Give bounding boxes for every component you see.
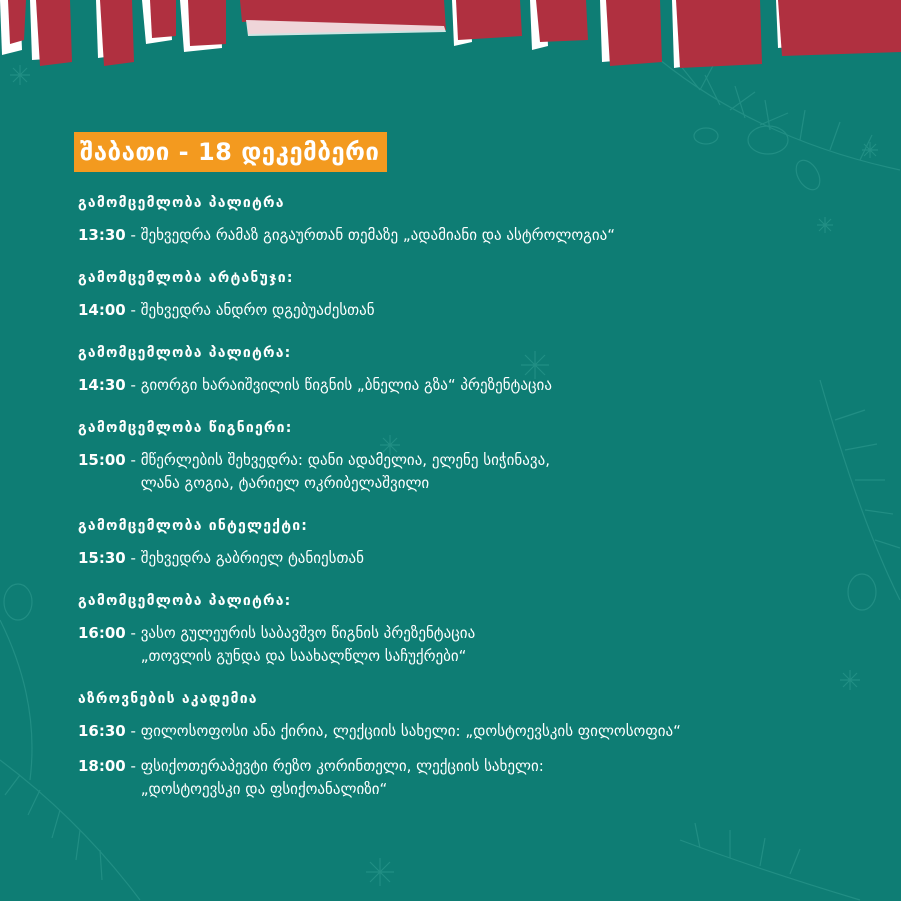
event-description: მწერლების შეხვედრა: დანი ადამელია, ელენე სიჭინავა, <box>140 451 550 469</box>
section <box>78 517 878 570</box>
section <box>78 419 878 495</box>
event-dash: - <box>125 549 141 567</box>
publisher-name: გამომცემლობა პალიტრა <box>78 195 285 211</box>
event <box>78 374 878 397</box>
event-dash: - <box>125 757 141 775</box>
event <box>78 299 878 322</box>
section <box>78 690 878 801</box>
event-description: ფილოსოფოსი ანა ქირია, ლექციის სახელი: „დოსტოევსკის ფილოსოფია“ <box>140 722 681 740</box>
event-description: შეხვედრა ანდრო დგებუაძესთან <box>140 301 375 319</box>
event-dash: - <box>125 624 141 642</box>
publisher-name: გამომცემლობა ინტელექტი: <box>78 518 309 534</box>
event-description-continued: „დოსტოევსკი და ფსიქოანალიზი“ <box>140 780 388 798</box>
publisher-name: აზროვნების აკადემია <box>78 691 258 707</box>
event-description: ვასო გულეურის საბავშვო წიგნის პრეზენტაცია <box>140 624 476 642</box>
event-description: გიორგი ხარაიშვილის წიგნის „ბნელია გზა“ პრეზენტაცია <box>140 376 552 394</box>
schedule <box>78 132 878 801</box>
publisher-name: გამომცემლობა პალიტრა: <box>78 345 292 361</box>
event-dash: - <box>125 451 141 469</box>
section <box>78 344 878 397</box>
event-dash: - <box>125 226 141 244</box>
event-dash: - <box>125 722 141 740</box>
event-description: ფსიქოთერაპევტი რეზო კორინთელი, ლექციის სახელი: <box>140 757 544 775</box>
publisher-name: გამომცემლობა პალიტრა: <box>78 593 292 609</box>
event <box>78 547 878 570</box>
event-dash: - <box>125 376 141 394</box>
day-title: შაბათი - 18 დეკემბერი <box>74 132 387 172</box>
event <box>78 622 878 668</box>
section <box>78 592 878 668</box>
sections-list <box>78 194 878 801</box>
publisher-name: გამომცემლობა არტანუჯი: <box>78 270 294 286</box>
event-time: 14:30 <box>78 376 126 394</box>
event-description-continued: ლანა გოგია, ტარიელ ოკრიბელაშვილი <box>140 474 430 492</box>
event <box>78 755 878 801</box>
publisher-name: გამომცემლობა წიგნიერი: <box>78 420 293 436</box>
event <box>78 224 878 247</box>
event-time: 15:00 <box>78 451 126 469</box>
event-time: 14:00 <box>78 301 126 319</box>
event-time: 18:00 <box>78 757 126 775</box>
event <box>78 720 878 743</box>
section <box>78 194 878 247</box>
event-description: შეხვედრა გაბრიელ ტანიესთან <box>140 549 364 567</box>
event-description-continued: „თოვლის გუნდა და საახალწლო საჩუქრები“ <box>140 647 467 665</box>
section <box>78 269 878 322</box>
event-description: შეხვედრა რამაზ გიგაურთან თემაზე „ადამიანი და ასტროლოგია“ <box>140 226 616 244</box>
event-time: 15:30 <box>78 549 126 567</box>
event-time: 16:30 <box>78 722 126 740</box>
top-banner-decoration <box>0 0 901 80</box>
event-time: 16:00 <box>78 624 126 642</box>
event <box>78 449 878 495</box>
event-time: 13:30 <box>78 226 126 244</box>
event-dash: - <box>125 301 141 319</box>
